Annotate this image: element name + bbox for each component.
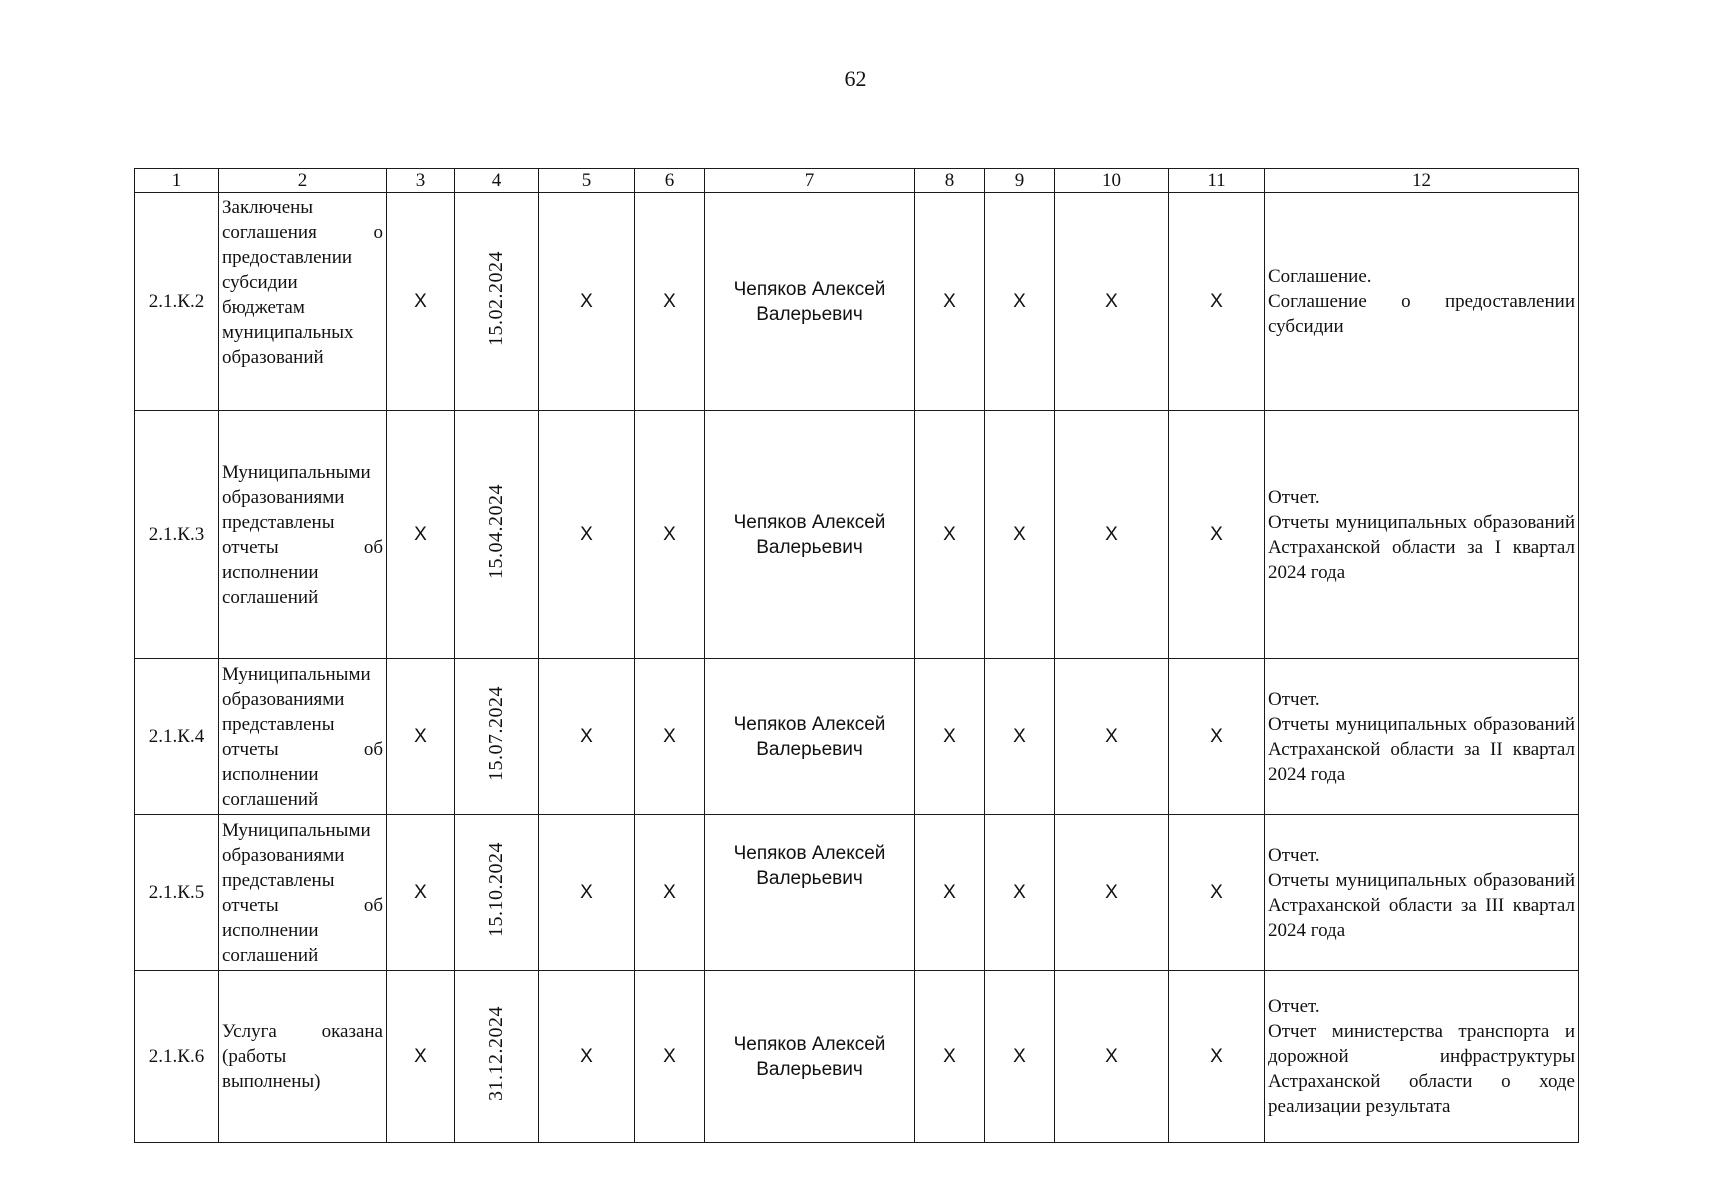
due-date: 15.04.2024 [485, 483, 507, 579]
cell-x: X [1169, 815, 1265, 971]
cell-x: X [387, 659, 455, 815]
column-header: 1 [135, 169, 219, 193]
column-header: 11 [1169, 169, 1265, 193]
result-text: Отчеты муниципальных образований Астраханской области за II квартал 2024 года [1268, 713, 1575, 785]
cell-x: X [635, 815, 705, 971]
cell-x: X [985, 971, 1055, 1143]
cell-x: X [539, 815, 635, 971]
column-header: 3 [387, 169, 455, 193]
result-text: Соглашение о предоставлении субсидии [1268, 291, 1575, 337]
cell-x: X [985, 659, 1055, 815]
table-row [135, 971, 1579, 1143]
row-description: Муниципальными образованиями представлены отчеты об исполнении соглашений [219, 659, 387, 815]
cell-x: X [915, 815, 985, 971]
column-header: 5 [539, 169, 635, 193]
responsible-person: Чепяков Алексей Валерьевич [705, 971, 915, 1143]
result-cell [1265, 659, 1579, 815]
cell-x: X [387, 815, 455, 971]
date-cell [455, 815, 539, 971]
row-description: Муниципальными образованиями представлены отчеты об исполнении соглашений [219, 815, 387, 971]
responsible-person: Чепяков Алексей Валерьевич [705, 411, 915, 659]
cell-x: X [387, 193, 455, 411]
cell-x: X [915, 411, 985, 659]
row-code: 2.1.К.6 [135, 971, 219, 1143]
header-row [135, 169, 1579, 193]
cell-x: X [985, 193, 1055, 411]
page-number: 62 [844, 66, 867, 91]
column-header: 4 [455, 169, 539, 193]
row-code: 2.1.К.3 [135, 411, 219, 659]
cell-x: X [1169, 971, 1265, 1143]
cell-x: X [387, 411, 455, 659]
cell-x: X [915, 971, 985, 1143]
result-type: Отчет. [1268, 844, 1320, 866]
row-description: Заключены соглашения о предоставлении субсидии бюджетам муниципальных образований [219, 193, 387, 411]
column-header: 6 [635, 169, 705, 193]
cell-x: X [915, 659, 985, 815]
responsible-person: Чепяков Алексей Валерьевич [705, 815, 915, 971]
result-cell [1265, 971, 1579, 1143]
cell-x: X [1055, 659, 1169, 815]
cell-x: X [635, 411, 705, 659]
result-text: Отчеты муниципальных образований Астраханской области за III квартал 2024 года [1268, 869, 1575, 941]
result-type: Отчет. [1268, 688, 1320, 710]
result-type: Соглашение. [1268, 266, 1372, 287]
due-date: 15.02.2024 [485, 250, 507, 346]
table-row [135, 659, 1579, 815]
date-cell [455, 659, 539, 815]
row-code: 2.1.К.5 [135, 815, 219, 971]
column-header: 2 [219, 169, 387, 193]
column-header: 10 [1055, 169, 1169, 193]
cell-x: X [539, 411, 635, 659]
control-points-table [134, 168, 1579, 1143]
due-date: 15.10.2024 [485, 841, 507, 937]
result-cell [1265, 815, 1579, 971]
responsible-person: Чепяков Алексей Валерьевич [705, 193, 915, 411]
row-code: 2.1.К.4 [135, 659, 219, 815]
date-cell [455, 971, 539, 1143]
due-date: 31.12.2024 [485, 1005, 507, 1101]
cell-x: X [539, 193, 635, 411]
table-row [135, 193, 1579, 411]
cell-x: X [1055, 411, 1169, 659]
row-code: 2.1.К.2 [135, 193, 219, 411]
cell-x: X [1169, 193, 1265, 411]
column-header: 12 [1265, 169, 1579, 193]
cell-x: X [1169, 659, 1265, 815]
date-cell [455, 411, 539, 659]
cell-x: X [635, 193, 705, 411]
cell-x: X [635, 659, 705, 815]
column-header: 9 [985, 169, 1055, 193]
responsible-person: Чепяков Алексей Валерьевич [705, 659, 915, 815]
cell-x: X [387, 971, 455, 1143]
row-description: Муниципальными образованиями представлены отчеты об исполнении соглашений [219, 411, 387, 659]
table-row [135, 411, 1579, 659]
cell-x: X [1169, 411, 1265, 659]
cell-x: X [985, 411, 1055, 659]
cell-x: X [1055, 815, 1169, 971]
result-cell [1265, 193, 1579, 411]
cell-x: X [1055, 193, 1169, 411]
column-header: 8 [915, 169, 985, 193]
result-text: Отчеты муниципальных образований Астраханской области за I квартал 2024 года [1268, 511, 1575, 583]
cell-x: X [539, 659, 635, 815]
date-cell [455, 193, 539, 411]
row-description: Услуга оказана (работы выполнены) [219, 971, 387, 1143]
result-cell [1265, 411, 1579, 659]
cell-x: X [635, 971, 705, 1143]
cell-x: X [985, 815, 1055, 971]
result-type: Отчет. [1268, 996, 1320, 1017]
due-date: 15.07.2024 [485, 685, 507, 781]
result-type: Отчет. [1268, 486, 1320, 508]
table-row [135, 815, 1579, 971]
column-header: 7 [705, 169, 915, 193]
cell-x: X [539, 971, 635, 1143]
cell-x: X [1055, 971, 1169, 1143]
result-text: Отчет министерства транспорта и дорожной инфраструктуры Астраханской области о ходе реализации результата [1268, 1021, 1575, 1117]
cell-x: X [915, 193, 985, 411]
